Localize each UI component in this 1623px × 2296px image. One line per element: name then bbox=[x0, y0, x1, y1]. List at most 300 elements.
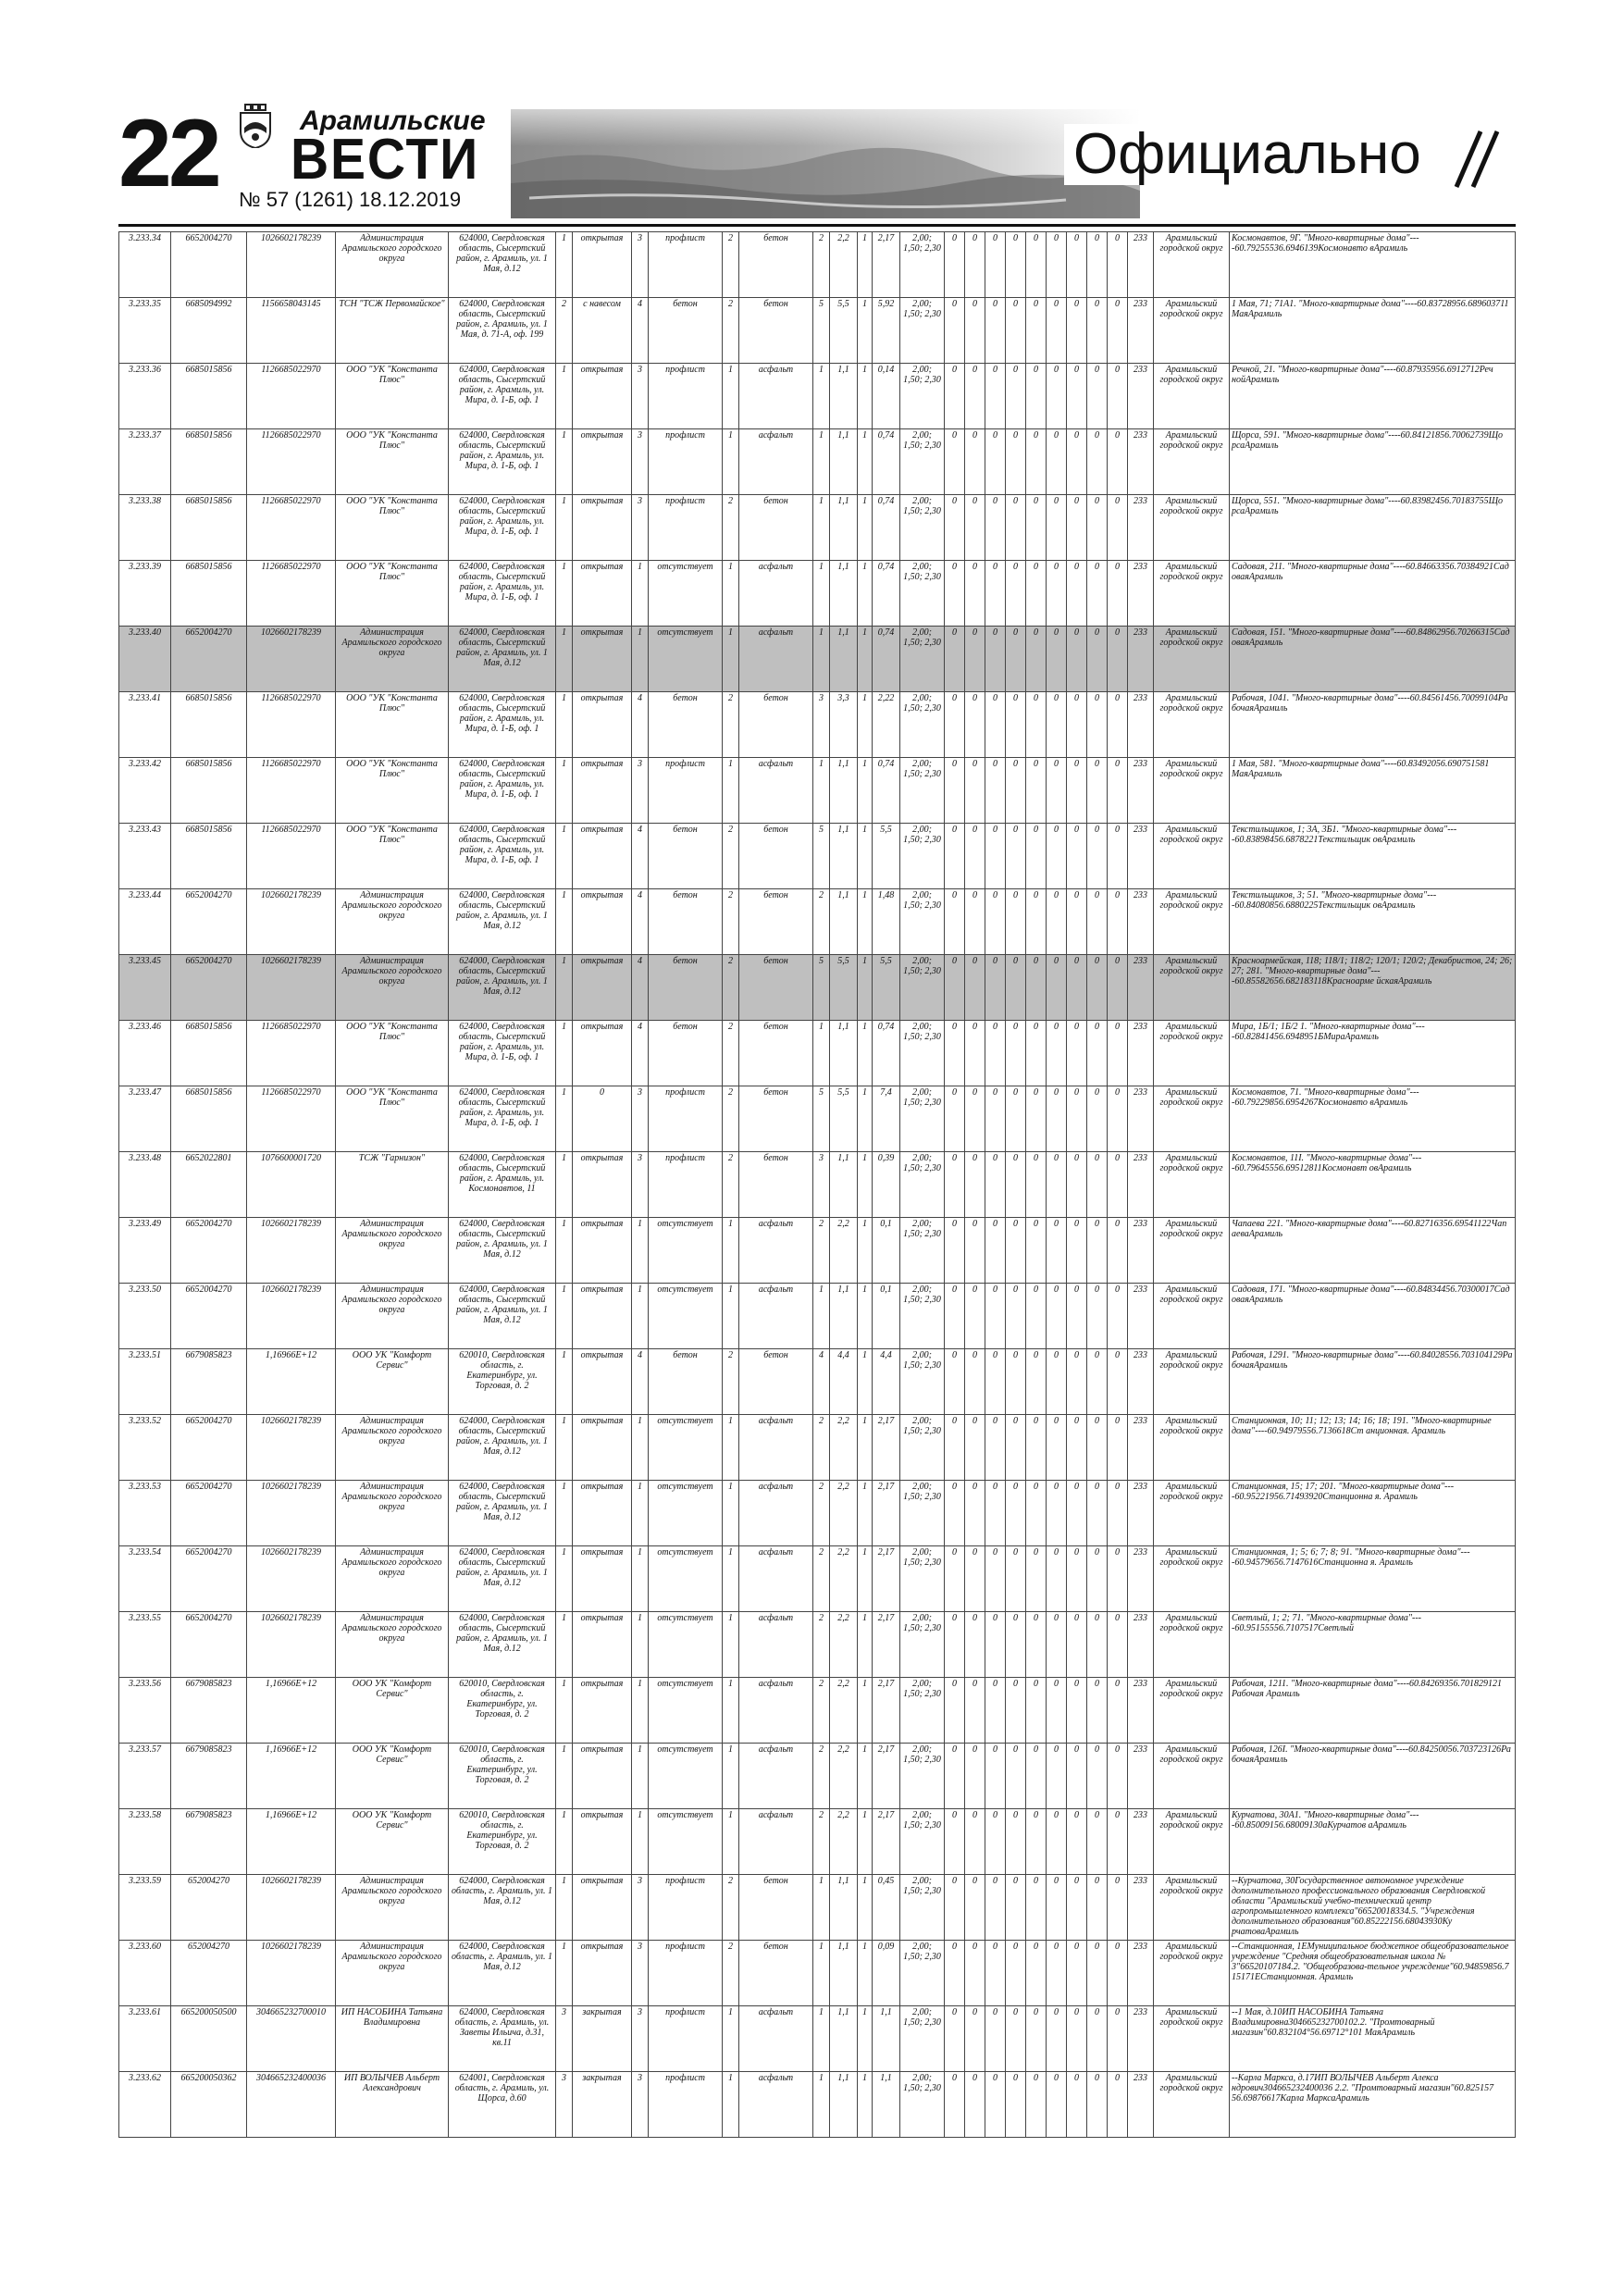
cell-container-volume: 1,1 bbox=[830, 429, 858, 495]
cell-c17: 0 bbox=[945, 1152, 965, 1218]
cell-reg-number: 3.233.35 bbox=[119, 298, 171, 364]
cell-c18: 0 bbox=[965, 627, 985, 692]
cell-district-code: 233 bbox=[1128, 1809, 1154, 1875]
cell-district-code: 233 bbox=[1128, 1021, 1154, 1086]
cell-inn: 652004270 bbox=[171, 1941, 247, 2006]
cell-ogrn: 1026602178239 bbox=[247, 889, 336, 955]
cell-district-name: Арамильский городской округ bbox=[1154, 692, 1230, 758]
cell-base-code: 2 bbox=[723, 1941, 739, 2006]
cell-ogrn: 304665232700010 bbox=[247, 2006, 336, 2072]
table-row bbox=[119, 232, 1516, 298]
table-row bbox=[119, 1612, 1516, 1678]
cell-c25: 0 bbox=[1108, 1809, 1128, 1875]
cell-c17: 0 bbox=[945, 495, 965, 561]
cell-c18: 0 bbox=[965, 495, 985, 561]
cell-reg-number: 3.233.39 bbox=[119, 561, 171, 627]
cell-source-description: Красноармейская, 118; 118/1; 118/2; 120/1; 120/2; Декабристов, 24; 26; 27; 281. "Много-квартирные дома"----60.85582656.682183118Красноарме йскаяАрамиль bbox=[1230, 955, 1516, 1021]
cell-surface-code: 4 bbox=[632, 298, 649, 364]
cell-c25: 0 bbox=[1108, 824, 1128, 889]
cell-ogrn: 1026602178239 bbox=[247, 1415, 336, 1481]
cell-c17: 0 bbox=[945, 692, 965, 758]
cell-container-count: 2 bbox=[813, 1481, 830, 1546]
cell-source-description: --Карла Маркса, д.17ИП ВОЛЫЧЕВ Альберт Алекса ндрович304665232400036 2.2. "Промтоварный магазин"60.825157 56.69876617Карла МарксаАрамиль bbox=[1230, 2072, 1516, 2138]
cell-c23: 0 bbox=[1067, 824, 1087, 889]
cell-source-description: Курчатова, 30А1. "Много-квартирные дома"----60.85009156.68009130аКурчатов аАрамиль bbox=[1230, 1809, 1516, 1875]
cell-surface-type: бетон bbox=[649, 955, 723, 1021]
cell-c22: 0 bbox=[1047, 889, 1067, 955]
cell-source-description: --Станционная, 1ЕМуниципальное бюджетное общеобразовательное учреждение "Средняя общеобразовательная школа № 3"66520107184.2. "Общеобразова-тельное учреждение"60.94859856.7 15171ЕСтанционная. Арамиль bbox=[1230, 1941, 1516, 2006]
cell-bin-count: 1 bbox=[858, 955, 873, 1021]
cell-district-code: 233 bbox=[1128, 364, 1154, 429]
cell-c22: 0 bbox=[1047, 561, 1067, 627]
cell-c21: 0 bbox=[1026, 1612, 1047, 1678]
cell-ogrn: 1156658043145 bbox=[247, 298, 336, 364]
cell-surface-type: отсутствует bbox=[649, 1678, 723, 1744]
cell-base-code: 1 bbox=[723, 1612, 739, 1678]
cell-c23: 0 bbox=[1067, 298, 1087, 364]
cell-c18: 0 bbox=[965, 561, 985, 627]
cell-c20: 0 bbox=[1006, 2072, 1026, 2138]
cell-owner-name: Администрация Арамильского городского округа bbox=[336, 1415, 449, 1481]
cell-bin-volume: 5,5 bbox=[873, 824, 900, 889]
cell-c17: 0 bbox=[945, 1809, 965, 1875]
cell-bin-volume: 2,17 bbox=[873, 1546, 900, 1612]
cell-owner-address: 624000, Свердловская область, Сысертский район, г. Арамиль, ул. 1 Мая, д. 71-А, оф. 199 bbox=[449, 298, 556, 364]
cell-c19: 0 bbox=[985, 1349, 1006, 1415]
cell-base-code: 1 bbox=[723, 1415, 739, 1481]
cell-owner-address: 624000, Свердловская область, Сысертский район, г. Арамиль, ул. 1 Мая, д.12 bbox=[449, 1612, 556, 1678]
cell-bin-count: 1 bbox=[858, 298, 873, 364]
cell-owner-name: ООО УК "Комфорт Сервис" bbox=[336, 1349, 449, 1415]
cell-container-count: 2 bbox=[813, 1612, 830, 1678]
cell-c20: 0 bbox=[1006, 298, 1026, 364]
cell-source-description: Щорса, 551. "Много-квартирные дома"----60.83982456.70183755Що рсаАрамиль bbox=[1230, 495, 1516, 561]
cell-c20: 0 bbox=[1006, 1875, 1026, 1941]
cell-c17: 0 bbox=[945, 824, 965, 889]
cell-c21: 0 bbox=[1026, 824, 1047, 889]
table-row bbox=[119, 1678, 1516, 1744]
cell-ogrn: 1026602178239 bbox=[247, 1218, 336, 1284]
cell-c19: 0 bbox=[985, 758, 1006, 824]
cell-c21: 0 bbox=[1026, 1218, 1047, 1284]
cell-base-type: бетон bbox=[739, 955, 813, 1021]
cell-site-type: открытая bbox=[573, 561, 632, 627]
cell-c21: 0 bbox=[1026, 627, 1047, 692]
cell-bin-count: 1 bbox=[858, 1941, 873, 2006]
cell-district-name: Арамильский городской округ bbox=[1154, 429, 1230, 495]
cell-c18: 0 bbox=[965, 1284, 985, 1349]
cell-district-name: Арамильский городской округ bbox=[1154, 1809, 1230, 1875]
cell-c18: 0 bbox=[965, 364, 985, 429]
cell-site-type: открытая bbox=[573, 1875, 632, 1941]
cell-ogrn: 1126685022970 bbox=[247, 429, 336, 495]
brand-name-small: Арамильские bbox=[300, 105, 486, 136]
cell-owner-name: Администрация Арамильского городского округа bbox=[336, 1941, 449, 2006]
cell-site-type: открытая bbox=[573, 495, 632, 561]
cell-inn: 6652004270 bbox=[171, 889, 247, 955]
cell-site-count: 1 bbox=[556, 232, 573, 298]
cell-surface-type: отсутствует bbox=[649, 1612, 723, 1678]
cell-base-code: 1 bbox=[723, 758, 739, 824]
cell-c18: 0 bbox=[965, 232, 985, 298]
cell-district-name: Арамильский городской округ bbox=[1154, 1152, 1230, 1218]
table-row bbox=[119, 1941, 1516, 2006]
coat-of-arms-icon bbox=[239, 104, 272, 148]
cell-c20: 0 bbox=[1006, 889, 1026, 955]
cell-c21: 0 bbox=[1026, 1152, 1047, 1218]
cell-c19: 0 bbox=[985, 429, 1006, 495]
cell-c17: 0 bbox=[945, 232, 965, 298]
cell-site-count: 1 bbox=[556, 1941, 573, 2006]
cell-source-description: Рабочая, 1041. "Много-квартирные дома"----60.84561456.70099104Ра бочаяАрамиль bbox=[1230, 692, 1516, 758]
cell-c25: 0 bbox=[1108, 1612, 1128, 1678]
cell-district-code: 233 bbox=[1128, 1875, 1154, 1941]
cell-surface-type: отсутствует bbox=[649, 1218, 723, 1284]
cell-c25: 0 bbox=[1108, 1218, 1128, 1284]
cell-district-code: 233 bbox=[1128, 758, 1154, 824]
cell-container-count: 1 bbox=[813, 627, 830, 692]
table-row bbox=[119, 955, 1516, 1021]
cell-bin-count: 1 bbox=[858, 889, 873, 955]
cell-district-name: Арамильский городской округ bbox=[1154, 627, 1230, 692]
cell-ogrn: 1126685022970 bbox=[247, 364, 336, 429]
cell-surface-code: 1 bbox=[632, 1218, 649, 1284]
cell-c17: 0 bbox=[945, 955, 965, 1021]
cell-bin-volume: 1,1 bbox=[873, 2006, 900, 2072]
cell-c17: 0 bbox=[945, 1546, 965, 1612]
cell-ogrn: 1026602178239 bbox=[247, 955, 336, 1021]
cell-site-type: открытая bbox=[573, 889, 632, 955]
cell-base-type: асфальт bbox=[739, 1612, 813, 1678]
cell-source-description: Рабочая, 1211. "Много-квартирные дома"----60.84269356.701829121 Рабочая Арамиль bbox=[1230, 1678, 1516, 1744]
cell-site-type: открытая bbox=[573, 758, 632, 824]
cell-bin-volume: 5,5 bbox=[873, 955, 900, 1021]
cell-dimensions: 2,00; 1,50; 2,30 bbox=[900, 627, 945, 692]
cell-c19: 0 bbox=[985, 364, 1006, 429]
cell-site-type: закрытая bbox=[573, 2006, 632, 2072]
cell-owner-name: ТСЖ "Гарнизон" bbox=[336, 1152, 449, 1218]
cell-district-name: Арамильский городской округ bbox=[1154, 1284, 1230, 1349]
cell-c23: 0 bbox=[1067, 1678, 1087, 1744]
cell-owner-address: 624000, Свердловская область, Сысертский район, г. Арамиль, ул. 1 Мая, д.12 bbox=[449, 627, 556, 692]
cell-c24: 0 bbox=[1087, 1941, 1108, 2006]
cell-container-volume: 5,5 bbox=[830, 1086, 858, 1152]
cell-site-type: открытая bbox=[573, 627, 632, 692]
cell-base-code: 2 bbox=[723, 1021, 739, 1086]
cell-owner-name: ООО УК "Комфорт Сервис" bbox=[336, 1678, 449, 1744]
table-row bbox=[119, 1152, 1516, 1218]
cell-owner-name: ООО УК "Комфорт Сервис" bbox=[336, 1809, 449, 1875]
cell-surface-code: 1 bbox=[632, 1415, 649, 1481]
cell-source-description: Светлый, 1; 2; 71. "Много-квартирные дома"----60.95155556.7107517Светлый bbox=[1230, 1612, 1516, 1678]
cell-base-type: асфальт bbox=[739, 1809, 813, 1875]
brand-name-big: ВЕСТИ bbox=[291, 128, 480, 192]
cell-district-name: Арамильский городской округ bbox=[1154, 1021, 1230, 1086]
cell-c19: 0 bbox=[985, 1218, 1006, 1284]
cell-inn: 6652004270 bbox=[171, 955, 247, 1021]
cell-site-type: открытая bbox=[573, 1481, 632, 1546]
cell-site-type: открытая bbox=[573, 1349, 632, 1415]
cell-owner-address: 624000, Свердловская область, Сысертский район, г. Арамиль, ул. 1 Мая, д.12 bbox=[449, 1546, 556, 1612]
cell-surface-code: 3 bbox=[632, 232, 649, 298]
cell-district-name: Арамильский городской округ bbox=[1154, 495, 1230, 561]
cell-inn: 6685015856 bbox=[171, 364, 247, 429]
cell-bin-volume: 2,17 bbox=[873, 232, 900, 298]
cell-c18: 0 bbox=[965, 889, 985, 955]
cell-bin-count: 1 bbox=[858, 1744, 873, 1809]
cell-c21: 0 bbox=[1026, 429, 1047, 495]
cell-inn: 6652022801 bbox=[171, 1152, 247, 1218]
cell-container-count: 2 bbox=[813, 1546, 830, 1612]
cell-surface-type: бетон bbox=[649, 692, 723, 758]
cell-base-type: бетон bbox=[739, 824, 813, 889]
cell-owner-name: ООО "УК "Константа Плюс" bbox=[336, 495, 449, 561]
table-row bbox=[119, 1415, 1516, 1481]
cell-c17: 0 bbox=[945, 1218, 965, 1284]
cell-container-count: 2 bbox=[813, 889, 830, 955]
table-row bbox=[119, 1349, 1516, 1415]
cell-c20: 0 bbox=[1006, 1546, 1026, 1612]
cell-dimensions: 2,00; 1,50; 2,30 bbox=[900, 824, 945, 889]
cell-c20: 0 bbox=[1006, 1152, 1026, 1218]
cell-reg-number: 3.233.59 bbox=[119, 1875, 171, 1941]
cell-container-count: 2 bbox=[813, 1415, 830, 1481]
cell-site-type: открытая bbox=[573, 232, 632, 298]
cell-base-type: бетон bbox=[739, 1941, 813, 2006]
cell-base-code: 2 bbox=[723, 692, 739, 758]
cell-container-count: 1 bbox=[813, 758, 830, 824]
cell-c21: 0 bbox=[1026, 1678, 1047, 1744]
table-row bbox=[119, 758, 1516, 824]
cell-c22: 0 bbox=[1047, 1481, 1067, 1546]
cell-base-code: 1 bbox=[723, 429, 739, 495]
cell-c17: 0 bbox=[945, 1941, 965, 2006]
cell-site-count: 1 bbox=[556, 889, 573, 955]
cell-reg-number: 3.233.57 bbox=[119, 1744, 171, 1809]
cell-owner-address: 624000, Свердловская область, г. Арамиль, ул. 1 Мая, д.12 bbox=[449, 1875, 556, 1941]
cell-site-count: 1 bbox=[556, 495, 573, 561]
cell-c20: 0 bbox=[1006, 429, 1026, 495]
cell-c19: 0 bbox=[985, 2072, 1006, 2138]
cell-inn: 6652004270 bbox=[171, 1612, 247, 1678]
cell-c20: 0 bbox=[1006, 1744, 1026, 1809]
cell-bin-count: 1 bbox=[858, 232, 873, 298]
cell-owner-name: ООО "УК "Константа Плюс" bbox=[336, 692, 449, 758]
cell-c17: 0 bbox=[945, 1875, 965, 1941]
cell-c20: 0 bbox=[1006, 1086, 1026, 1152]
cell-c22: 0 bbox=[1047, 232, 1067, 298]
cell-owner-address: 624000, Свердловская область, Сысертский район, г. Арамиль, ул. 1 Мая, д.12 bbox=[449, 232, 556, 298]
cell-c17: 0 bbox=[945, 758, 965, 824]
cell-base-code: 2 bbox=[723, 1152, 739, 1218]
cell-surface-code: 3 bbox=[632, 758, 649, 824]
cell-bin-count: 1 bbox=[858, 1612, 873, 1678]
cell-c22: 0 bbox=[1047, 1941, 1067, 2006]
cell-bin-volume: 2,22 bbox=[873, 692, 900, 758]
cell-owner-name: ООО УК "Комфорт Сервис" bbox=[336, 1744, 449, 1809]
cell-c24: 0 bbox=[1087, 758, 1108, 824]
cell-owner-address: 624000, Свердловская область, Сысертский район, г. Арамиль, ул. Мира, д. 1-Б, оф. 1 bbox=[449, 561, 556, 627]
cell-c25: 0 bbox=[1108, 298, 1128, 364]
cell-ogrn: 1126685022970 bbox=[247, 824, 336, 889]
cell-site-count: 1 bbox=[556, 627, 573, 692]
cell-c23: 0 bbox=[1067, 1218, 1087, 1284]
cell-base-type: бетон bbox=[739, 298, 813, 364]
cell-site-count: 1 bbox=[556, 692, 573, 758]
cell-source-description: Мира, 1Б/1; 1Б/2 1. "Много-квартирные дома"----60.82841456.6948951БМираАрамиль bbox=[1230, 1021, 1516, 1086]
cell-surface-code: 3 bbox=[632, 429, 649, 495]
cell-surface-type: профлист bbox=[649, 364, 723, 429]
cell-bin-count: 1 bbox=[858, 1809, 873, 1875]
cell-reg-number: 3.233.46 bbox=[119, 1021, 171, 1086]
cell-c23: 0 bbox=[1067, 2006, 1087, 2072]
cell-base-code: 1 bbox=[723, 1481, 739, 1546]
cell-container-volume: 2,2 bbox=[830, 1218, 858, 1284]
cell-c18: 0 bbox=[965, 1152, 985, 1218]
cell-owner-address: 624000, Свердловская область, Сысертский район, г. Арамиль, ул. Мира, д. 1-Б, оф. 1 bbox=[449, 495, 556, 561]
cell-owner-name: ООО "УК "Константа Плюс" bbox=[336, 758, 449, 824]
cell-district-code: 233 bbox=[1128, 889, 1154, 955]
cell-district-code: 233 bbox=[1128, 495, 1154, 561]
cell-bin-volume: 0,1 bbox=[873, 1218, 900, 1284]
cell-reg-number: 3.233.42 bbox=[119, 758, 171, 824]
cell-c25: 0 bbox=[1108, 1546, 1128, 1612]
cell-c20: 0 bbox=[1006, 758, 1026, 824]
cell-c25: 0 bbox=[1108, 561, 1128, 627]
cell-bin-volume: 1,1 bbox=[873, 2072, 900, 2138]
cell-c22: 0 bbox=[1047, 1875, 1067, 1941]
cell-container-count: 1 bbox=[813, 561, 830, 627]
cell-district-name: Арамильский городской округ bbox=[1154, 1349, 1230, 1415]
cell-dimensions: 2,00; 1,50; 2,30 bbox=[900, 1481, 945, 1546]
cell-c18: 0 bbox=[965, 1546, 985, 1612]
cell-surface-code: 1 bbox=[632, 627, 649, 692]
cell-bin-count: 1 bbox=[858, 429, 873, 495]
table-row bbox=[119, 561, 1516, 627]
cell-c18: 0 bbox=[965, 1086, 985, 1152]
cell-reg-number: 3.233.37 bbox=[119, 429, 171, 495]
cell-c21: 0 bbox=[1026, 1349, 1047, 1415]
cell-container-volume: 1,1 bbox=[830, 364, 858, 429]
cell-base-type: асфальт bbox=[739, 1678, 813, 1744]
cell-owner-address: 624000, Свердловская область, Сысертский район, г. Арамиль, ул. Мира, д. 1-Б, оф. 1 bbox=[449, 824, 556, 889]
cell-container-volume: 1,1 bbox=[830, 1941, 858, 2006]
cell-bin-volume: 7,4 bbox=[873, 1086, 900, 1152]
cell-container-volume: 1,1 bbox=[830, 1875, 858, 1941]
cell-c24: 0 bbox=[1087, 1809, 1108, 1875]
cell-container-count: 5 bbox=[813, 298, 830, 364]
table-row bbox=[119, 1809, 1516, 1875]
cell-bin-count: 1 bbox=[858, 1086, 873, 1152]
cell-inn: 6685015856 bbox=[171, 495, 247, 561]
cell-inn: 6652004270 bbox=[171, 627, 247, 692]
cell-district-code: 233 bbox=[1128, 1744, 1154, 1809]
cell-bin-count: 1 bbox=[858, 495, 873, 561]
cell-district-name: Арамильский городской округ bbox=[1154, 1941, 1230, 2006]
cell-container-volume: 5,5 bbox=[830, 955, 858, 1021]
cell-bin-volume: 4,4 bbox=[873, 1349, 900, 1415]
cell-bin-count: 1 bbox=[858, 692, 873, 758]
cell-c24: 0 bbox=[1087, 1349, 1108, 1415]
cell-bin-volume: 2,17 bbox=[873, 1678, 900, 1744]
cell-site-type: открытая bbox=[573, 1612, 632, 1678]
cell-c21: 0 bbox=[1026, 1284, 1047, 1349]
cell-bin-volume: 0,1 bbox=[873, 1284, 900, 1349]
cell-reg-number: 3.233.51 bbox=[119, 1349, 171, 1415]
cell-source-description: Космонавтов, 71. "Много-квартирные дома"----60.79229856.6954267Космонавто вАрамиль bbox=[1230, 1086, 1516, 1152]
table-row bbox=[119, 298, 1516, 364]
cell-dimensions: 2,00; 1,50; 2,30 bbox=[900, 1152, 945, 1218]
cell-c21: 0 bbox=[1026, 1546, 1047, 1612]
cell-dimensions: 2,00; 1,50; 2,30 bbox=[900, 232, 945, 298]
cell-bin-volume: 0,74 bbox=[873, 495, 900, 561]
cell-site-count: 1 bbox=[556, 758, 573, 824]
cell-owner-name: Администрация Арамильского городского округа bbox=[336, 1284, 449, 1349]
cell-inn: 6685015856 bbox=[171, 1021, 247, 1086]
table-row bbox=[119, 1875, 1516, 1941]
cell-surface-type: профлист bbox=[649, 429, 723, 495]
cell-site-type: открытая bbox=[573, 1744, 632, 1809]
cell-container-volume: 1,1 bbox=[830, 1152, 858, 1218]
cell-surface-code: 4 bbox=[632, 1021, 649, 1086]
cell-surface-code: 4 bbox=[632, 824, 649, 889]
cell-ogrn: 1026602178239 bbox=[247, 1875, 336, 1941]
cell-c25: 0 bbox=[1108, 1415, 1128, 1481]
cell-c24: 0 bbox=[1087, 1086, 1108, 1152]
cell-c17: 0 bbox=[945, 1612, 965, 1678]
cell-c18: 0 bbox=[965, 1941, 985, 2006]
cell-district-name: Арамильский городской округ bbox=[1154, 1875, 1230, 1941]
cell-c24: 0 bbox=[1087, 1481, 1108, 1546]
cell-c21: 0 bbox=[1026, 2006, 1047, 2072]
cell-c22: 0 bbox=[1047, 1086, 1067, 1152]
cell-district-code: 233 bbox=[1128, 692, 1154, 758]
cell-c19: 0 bbox=[985, 298, 1006, 364]
cell-bin-volume: 0,45 bbox=[873, 1875, 900, 1941]
cell-c24: 0 bbox=[1087, 627, 1108, 692]
cell-container-volume: 2,2 bbox=[830, 1744, 858, 1809]
table-row bbox=[119, 429, 1516, 495]
cell-c21: 0 bbox=[1026, 758, 1047, 824]
cell-c18: 0 bbox=[965, 1349, 985, 1415]
cell-base-code: 1 bbox=[723, 1218, 739, 1284]
cell-district-name: Арамильский городской округ bbox=[1154, 1086, 1230, 1152]
cell-c24: 0 bbox=[1087, 1875, 1108, 1941]
cell-site-type: открытая bbox=[573, 1218, 632, 1284]
cell-reg-number: 3.233.41 bbox=[119, 692, 171, 758]
table-row bbox=[119, 889, 1516, 955]
cell-owner-address: 624000, Свердловская область, Сысертский район, г. Арамиль, ул. Мира, д. 1-Б, оф. 1 bbox=[449, 429, 556, 495]
cell-c23: 0 bbox=[1067, 1744, 1087, 1809]
cell-base-type: асфальт bbox=[739, 1218, 813, 1284]
cell-district-code: 233 bbox=[1128, 1152, 1154, 1218]
cell-c24: 0 bbox=[1087, 889, 1108, 955]
cell-c18: 0 bbox=[965, 1415, 985, 1481]
cell-site-type: закрытая bbox=[573, 2072, 632, 2138]
cell-container-volume: 4,4 bbox=[830, 1349, 858, 1415]
cell-source-description: Садовая, 171. "Много-квартирные дома"----60.84834456.70300017Сад оваяАрамиль bbox=[1230, 1284, 1516, 1349]
cell-c21: 0 bbox=[1026, 298, 1047, 364]
cell-c25: 0 bbox=[1108, 627, 1128, 692]
cell-c18: 0 bbox=[965, 1021, 985, 1086]
cell-base-type: асфальт bbox=[739, 1284, 813, 1349]
cell-container-volume: 2,2 bbox=[830, 1612, 858, 1678]
cell-container-count: 1 bbox=[813, 1875, 830, 1941]
cell-district-name: Арамильский городской округ bbox=[1154, 561, 1230, 627]
cell-inn: 6652004270 bbox=[171, 1218, 247, 1284]
cell-container-volume: 2,2 bbox=[830, 1481, 858, 1546]
cell-surface-type: бетон bbox=[649, 889, 723, 955]
